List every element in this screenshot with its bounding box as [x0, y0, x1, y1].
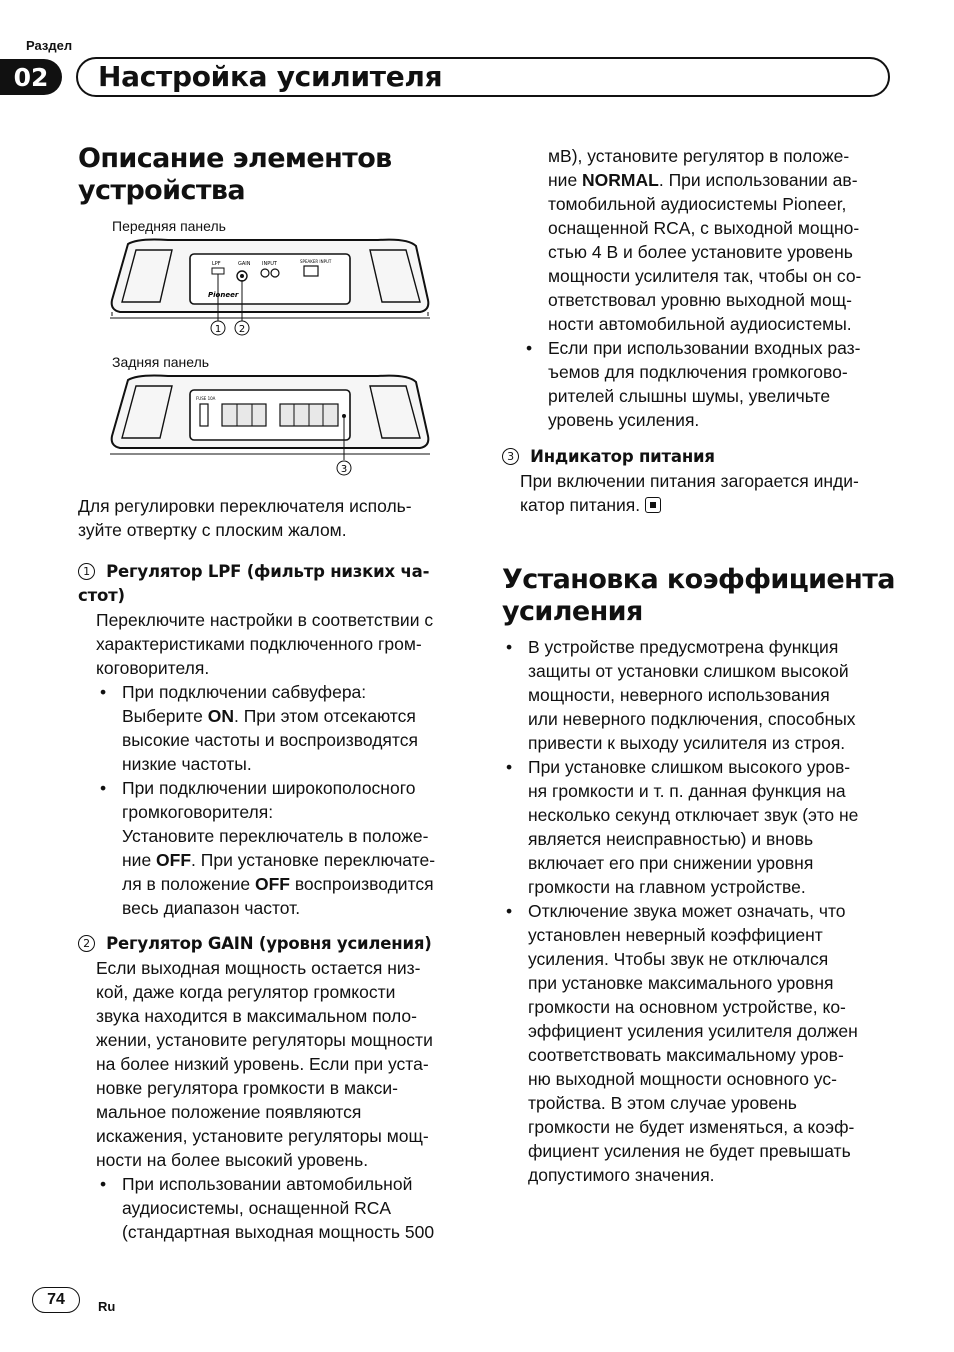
bullet-gain-match: • Отключение звука может означать, что установлен неверный коэффициент усиления. Чтобы звук не отключался при установке максимального уровня громкости на основном устройстве, ко- эффициент усиления усилителя должен соответствовать максимальному уров- ню выходной мощности основного ус- тройства. В этом случае уровень громкости не будет изменяться, а коэф- фициент усиления не будет превышать допустимого значения. [502, 899, 902, 1187]
lpf-label: LPF [212, 261, 221, 267]
item-number: 1 [78, 563, 95, 580]
section-number-badge: 02 [0, 59, 62, 95]
end-mark-icon [645, 497, 661, 513]
rear-panel-caption: Задняя панель [112, 354, 210, 370]
front-panel-caption: Передняя панель [112, 218, 226, 234]
right-continuation [522, 144, 902, 432]
front-marker-2: 2 [238, 324, 246, 335]
chapter-title-bar [76, 57, 890, 97]
front-panel-illustration [108, 236, 433, 358]
item-gain [78, 932, 470, 1244]
svg-text:GAIN: GAIN [238, 261, 251, 267]
rca-continuation-text: мВ), установите регулятор в положе- ние NORMAL. При использовании ав- томобильной аудиосистемы Pioneer, оснащенной RCA, с выходной мощно- стью 4 В и более установите уровень мощности усилителя так, чтобы он со- ответствовал уровню выходной мощ- ности автомобильной аудиосистемы. [548, 146, 862, 334]
svg-text:SPEAKER INPUT: SPEAKER INPUT [300, 259, 332, 264]
item-lpf-text: Переключите настройки в соответствии с характеристиками подключенного гром- коговорителя. [96, 610, 434, 678]
item-number: 3 [502, 448, 519, 465]
item-lpf [78, 560, 468, 920]
bullet-mute: • При установке слишком высокого уров- ня громкости и т. п. данная функция на несколько секунд отключает звук (это не является неисправностью) и вновь включает его при снижении уровня громкости на главном устройстве. [502, 755, 902, 899]
front-marker-1: 1 [214, 324, 222, 335]
language-code: Ru [98, 1299, 116, 1314]
bullet-protection: • В устройстве предусмотрена функция защиты от установки слишком высокой мощности, неверного использования или неверного подключения, способных привести к выходу усилителя из строя. [502, 635, 902, 755]
bullet-fullrange: • При подключении широкополосного громкоговорителя: Установите переключатель в положе- ние OFF. При установке переключате- ля в положение OFF воспроизводится весь диапазон частот. [96, 776, 468, 920]
svg-text:FUSE 10A: FUSE 10A [196, 396, 216, 401]
item-power-text: При включении питания загорается инди- катор питания. [520, 471, 859, 515]
heading-device-elements [78, 143, 478, 207]
heading-line-2: устройства [78, 175, 246, 206]
gain-bullets [502, 635, 902, 1187]
svg-text:Pioneer: Pioneer [208, 291, 239, 299]
bullet-noise: • Если при использовании входных раз- ъемов для подключения громкогово- рителей слышны шумы, увеличьте уровень усиления. [522, 336, 902, 432]
rear-panel-illustration [108, 372, 433, 484]
item-gain-title: 2 Регулятор GAIN (уровня усиления) [78, 932, 470, 956]
item-power-indicator [502, 445, 894, 517]
chapter-title: Настройка усилителя [98, 60, 443, 93]
heading-gain-setting: Установка коэффициента усиления [502, 564, 895, 627]
item-number: 2 [78, 935, 95, 952]
item-power-title: 3 Индикатор питания [502, 445, 894, 469]
item-lpf-title: 1 Регулятор LPF (фильтр низких ча- стот) [78, 562, 430, 605]
rear-marker-3: 3 [340, 464, 348, 475]
page-number: 74 [32, 1287, 80, 1313]
bullet-rca: • При использовании автомобильной аудиосистемы, оснащенной RCA (стандартная выходная мощность 500 [96, 1172, 470, 1244]
heading-line-1: Описание элементов [78, 143, 392, 174]
intro-paragraph: Для регулировки переключателя исполь- зуйте отвертку с плоским жалом. [78, 496, 412, 540]
bullet-subwoofer: • При подключении сабвуфера: Выберите ON. При этом отсекаются высокие частоты и воспроизводятся низкие частоты. [96, 680, 468, 776]
svg-text:INPUT: INPUT [262, 261, 277, 267]
section-label: Раздел [26, 38, 73, 53]
item-gain-text: Если выходная мощность остается низ- кой, даже когда регулятор громкости звука находится в максимальном поло- жении, установите регуляторы мощности на более низкий уровень. Если при уста- новке регулятора громкости в макси- мальное положение появляются искажения, установите регуляторы мощ- ности на более высокий уровень. [96, 958, 433, 1170]
